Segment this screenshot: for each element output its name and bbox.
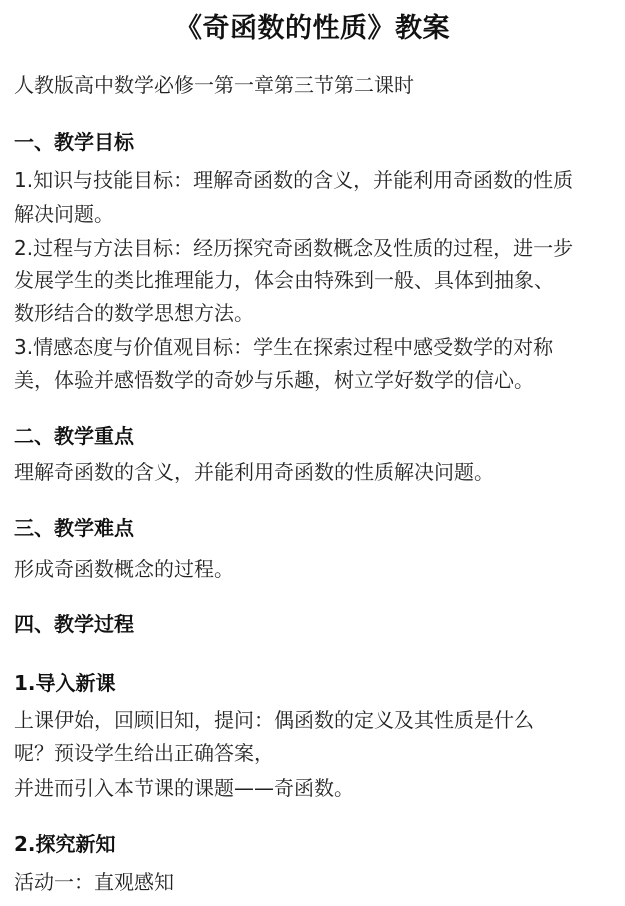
- section-heading-process: 四、教学过程: [14, 612, 134, 636]
- section-heading-difficulties: 三、教学难点: [14, 516, 134, 540]
- objective-3-line-2: 美，体验并感悟数学的奇妙与乐趣，树立学好数学的信心。: [14, 368, 534, 392]
- intro-line-3: 并进而引入本节课的课题——奇函数。: [14, 776, 354, 800]
- objective-2-line-3: 数形结合的数学思想方法。: [14, 301, 254, 325]
- intro-line-1: 上课伊始，回顾旧知，提问：偶函数的定义及其性质是什么: [14, 708, 534, 732]
- document-title: 《奇函数的性质》教案: [175, 13, 450, 44]
- explore-line-1: 活动一：直观感知: [14, 870, 174, 894]
- subsection-heading-intro: 1.导入新课: [14, 671, 116, 695]
- objective-3-line-1: 3.情感态度与价值观目标：学生在探索过程中感受数学的对称: [14, 335, 554, 359]
- intro-line-2: 呢？预设学生给出正确答案，: [14, 741, 274, 765]
- difficulties-text: 形成奇函数概念的过程。: [14, 557, 234, 581]
- objective-2-line-2: 发展学生的类比推理能力，体会由特殊到一般、具体到抽象、: [14, 268, 554, 292]
- key-points-text: 理解奇函数的含义，并能利用奇函数的性质解决问题。: [14, 460, 494, 484]
- objective-2-line-1: 2.过程与方法目标：经历探究奇函数概念及性质的过程，进一步: [14, 236, 574, 260]
- section-heading-key-points: 二、教学重点: [14, 424, 134, 448]
- objective-1-line-1: 1.知识与技能目标：理解奇函数的含义，并能利用奇函数的性质: [14, 168, 574, 192]
- document-subtitle: 人教版高中数学必修一第一章第三节第二课时: [14, 73, 414, 97]
- objective-1-line-2: 解决问题。: [14, 202, 114, 226]
- subsection-heading-explore: 2.探究新知: [14, 832, 116, 856]
- section-heading-objectives: 一、教学目标: [14, 130, 134, 154]
